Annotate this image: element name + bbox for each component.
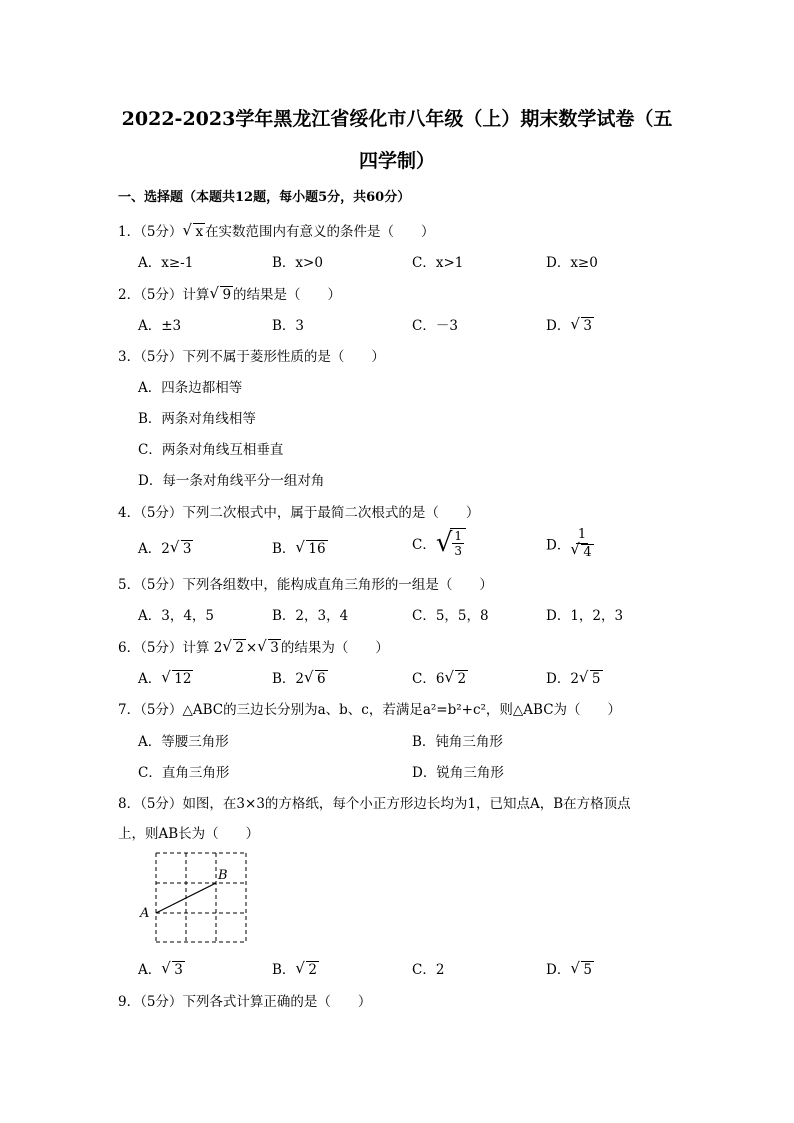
question-3: 3．（5分）下列不属于菱形性质的是（ ） <box>118 349 385 365</box>
q8-option-b: B．√ 2 <box>272 958 319 978</box>
point-b-label: B <box>218 868 228 883</box>
q7-option-c: C．直角三角形 <box>138 765 230 781</box>
q5-option-b: B．2，3，4 <box>272 608 349 624</box>
q4-option-d: D． 1 √ 4 <box>546 526 594 561</box>
q8-option-d: D．√ 5 <box>546 958 594 978</box>
q1-radical: √ x <box>184 224 205 240</box>
q1-option-a: A．x≥-1 <box>138 255 194 271</box>
segment-ab <box>156 883 216 913</box>
q5-option-a: A．3，4，5 <box>138 608 215 624</box>
q1-option-b: B．x>0 <box>272 255 323 271</box>
question-1 <box>118 220 435 240</box>
q7-option-b: B．钝角三角形 <box>412 734 503 750</box>
point-a-label: A <box>140 906 150 921</box>
q6-option-d: D．2√ 5 <box>546 667 603 687</box>
exam-title-line2: 四学制） <box>358 150 435 172</box>
q3-option-b: B．两条对角线相等 <box>138 411 256 427</box>
grid-figure <box>136 850 252 946</box>
question-8: 8．（5分）如图，在3×3的方格纸，每个小正方形边长均为1，已知点A，B在方格顶点 <box>118 796 631 812</box>
q8-option-c: C．2 <box>412 962 445 978</box>
q3-option-d: D．每一条对角线平分一组对角 <box>138 473 325 489</box>
question-8-line2: 上，则AB长为（ ） <box>118 826 260 842</box>
q3-option-a: A．四条边都相等 <box>138 380 243 396</box>
q7-option-d: D．锐角三角形 <box>412 765 504 781</box>
question-4: 4．（5分）下列二次根式中，属于最简二次根式的是（ ） <box>118 505 480 521</box>
q2-option-d: D．√ 3 <box>546 314 594 334</box>
q2-option-a: A．±3 <box>138 318 182 334</box>
q8-option-a: A．√ 3 <box>138 958 185 978</box>
question-5: 5．（5分）下列各组数中，能构成直角三角形的一组是（ ） <box>118 577 493 593</box>
q1-option-d: D．x≥0 <box>546 255 598 271</box>
question-6: 6．（5分）计算 2√ 2 ×√ 3 的结果为（ ） <box>118 636 389 656</box>
q1-option-c: C．x>1 <box>412 255 464 271</box>
q2-option-b: B．3 <box>272 318 305 334</box>
q5-option-c: C．5，5，8 <box>412 608 489 624</box>
q4-option-b: B．√ 16 <box>272 537 328 557</box>
section-heading: 一、选择题（本题共12题，每小题5分，共60分） <box>118 190 411 205</box>
q6-option-b: B．2√ 6 <box>272 667 328 687</box>
q6-option-a: A．√ 12 <box>138 667 193 687</box>
exam-title-line1: 2022-2023学年黑龙江省绥化市八年级（上）期末数学试卷（五 <box>121 108 673 130</box>
q3-option-c: C．两条对角线互相垂直 <box>138 442 284 458</box>
q4-option-c: C． √ $\frac{1}{3}$ <box>412 528 466 558</box>
question-2: 2．（5分）计算√ 9 的结果是（ ） <box>118 283 341 303</box>
question-7: 7．（5分）△ABC的三边长分别为a、b、c，若满足a²=b²+c²，则△ABC为（ ） <box>118 702 622 718</box>
q7-option-a: A．等腰三角形 <box>138 734 229 750</box>
q1-number: 1．（5分） <box>118 224 183 240</box>
grid-lines <box>156 853 246 942</box>
q2-option-c: C．－3 <box>412 318 458 334</box>
q5-option-d: D．1，2，3 <box>546 608 624 624</box>
q6-option-c: C．6√ 2 <box>412 667 468 687</box>
q2-radical: √ 9 <box>211 287 233 303</box>
q1-text: 在实数范围内有意义的条件是（ ） <box>205 224 435 240</box>
q2-number: 2．（5分） <box>118 287 183 303</box>
question-9: 9．（5分）下列各式计算正确的是（ ） <box>118 994 372 1010</box>
q4-option-a: A．2√ 3 <box>138 537 193 557</box>
